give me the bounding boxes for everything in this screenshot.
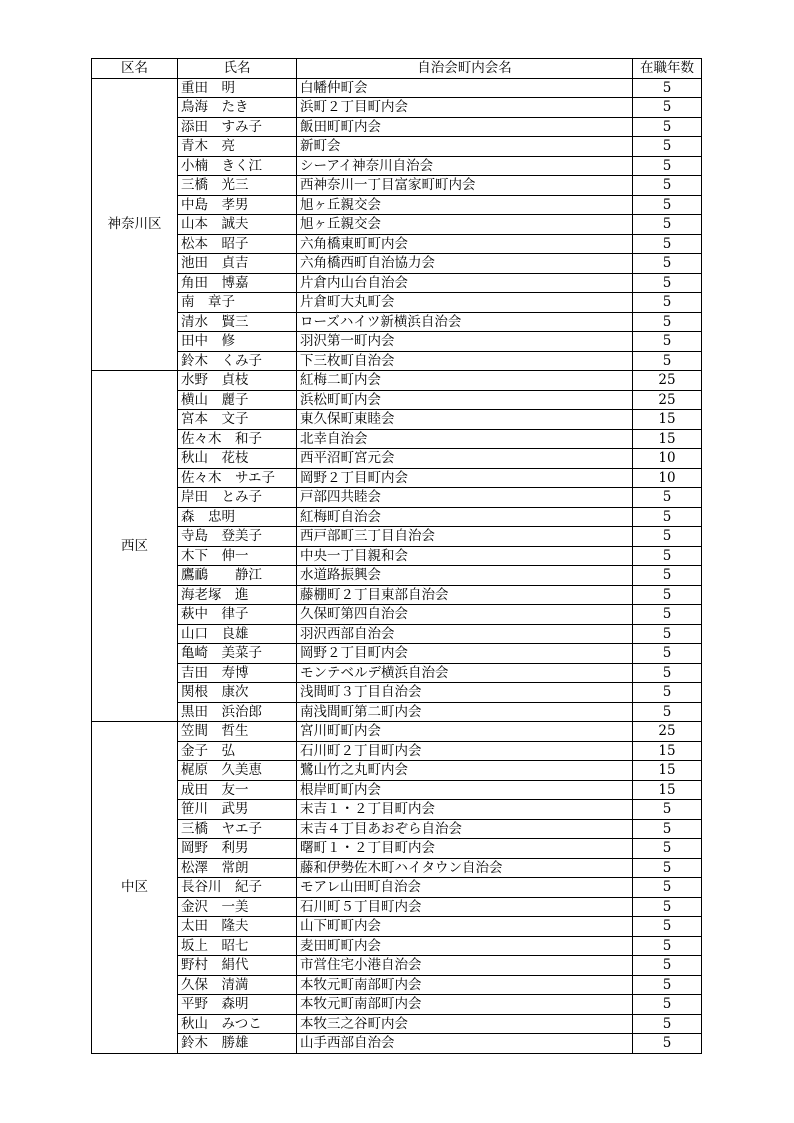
- years-cell: 5: [633, 156, 702, 176]
- table-row: [92, 722, 702, 742]
- name-cell: 笠間 哲生: [178, 722, 297, 742]
- years-cell: 5: [633, 507, 702, 527]
- name-cell: 長谷川 紀子: [178, 878, 297, 898]
- association-cell: 本牧三之谷町内会: [297, 1014, 633, 1034]
- years-cell: 5: [633, 273, 702, 293]
- name-cell: 金子 弘: [178, 741, 297, 761]
- name-cell: 海老塚 進: [178, 585, 297, 605]
- header-row: [92, 59, 702, 79]
- table-row: [92, 215, 702, 235]
- name-cell: 坂上 昭七: [178, 936, 297, 956]
- years-cell: 15: [633, 429, 702, 449]
- table-row: [92, 488, 702, 508]
- name-cell: 佐々木 和子: [178, 429, 297, 449]
- name-cell: 秋山 花枝: [178, 449, 297, 469]
- association-cell: 市営住宅小港自治会: [297, 956, 633, 976]
- name-cell: 鷹鴯 静江: [178, 566, 297, 586]
- name-cell: 田中 修: [178, 332, 297, 352]
- name-cell: 萩中 律子: [178, 605, 297, 625]
- table-row: [92, 546, 702, 566]
- table-row: [92, 429, 702, 449]
- association-cell: モンテベルデ横浜自治会: [297, 663, 633, 683]
- association-cell: 紅梅二町内会: [297, 371, 633, 391]
- name-cell: 岸田 とみ子: [178, 488, 297, 508]
- years-cell: 5: [633, 683, 702, 703]
- table-row: [92, 761, 702, 781]
- table-row: [92, 78, 702, 98]
- association-cell: 新町会: [297, 137, 633, 157]
- years-cell: 5: [633, 624, 702, 644]
- table-row: [92, 605, 702, 625]
- years-cell: 25: [633, 390, 702, 410]
- table-row: [92, 897, 702, 917]
- years-cell: 5: [633, 644, 702, 664]
- table-row: [92, 117, 702, 137]
- table-row: [92, 527, 702, 547]
- table-row: [92, 663, 702, 683]
- association-cell: 旭ヶ丘親交会: [297, 215, 633, 235]
- years-cell: 5: [633, 878, 702, 898]
- name-cell: 吉田 寿博: [178, 663, 297, 683]
- association-cell: 飯田町町内会: [297, 117, 633, 137]
- name-cell: 寺島 登美子: [178, 527, 297, 547]
- commendation-table: [91, 58, 702, 1054]
- years-cell: 5: [633, 585, 702, 605]
- table-row: [92, 819, 702, 839]
- association-cell: 本牧元町南部町内会: [297, 975, 633, 995]
- ward-cell: 中区: [92, 722, 178, 1054]
- years-cell: 5: [633, 117, 702, 137]
- association-cell: 末吉１・２丁目町内会: [297, 800, 633, 820]
- name-cell: 松澤 常朗: [178, 858, 297, 878]
- header-ward: 区名: [92, 59, 178, 79]
- table-row: [92, 234, 702, 254]
- name-cell: 中島 孝男: [178, 195, 297, 215]
- years-cell: 5: [633, 78, 702, 98]
- name-cell: 三橋 ヤエ子: [178, 819, 297, 839]
- table-row: [92, 312, 702, 332]
- name-cell: 山本 誠夫: [178, 215, 297, 235]
- association-cell: 末吉４丁目あおぞら自治会: [297, 819, 633, 839]
- years-cell: 5: [633, 819, 702, 839]
- years-cell: 5: [633, 293, 702, 313]
- association-cell: 羽沢西部自治会: [297, 624, 633, 644]
- name-cell: 関根 康次: [178, 683, 297, 703]
- header-years: 在職年数: [633, 59, 702, 79]
- name-cell: 鳥海 たき: [178, 98, 297, 118]
- years-cell: 15: [633, 410, 702, 430]
- association-cell: 西平沼町宮元会: [297, 449, 633, 469]
- name-cell: 重田 明: [178, 78, 297, 98]
- table-row: [92, 293, 702, 313]
- association-cell: 岡野２丁目町内会: [297, 468, 633, 488]
- association-cell: 戸部四共睦会: [297, 488, 633, 508]
- years-cell: 5: [633, 663, 702, 683]
- table-row: [92, 1034, 702, 1054]
- association-cell: 石川町５丁目町内会: [297, 897, 633, 917]
- table-row: [92, 98, 702, 118]
- name-cell: 岡野 利男: [178, 839, 297, 859]
- years-cell: 5: [633, 917, 702, 937]
- name-cell: 笹川 武男: [178, 800, 297, 820]
- table-row: [92, 176, 702, 196]
- years-cell: 5: [633, 351, 702, 371]
- name-cell: 黒田 浜治郎: [178, 702, 297, 722]
- table-row: [92, 644, 702, 664]
- years-cell: 5: [633, 975, 702, 995]
- table-row: [92, 702, 702, 722]
- table-row: [92, 878, 702, 898]
- name-cell: 木下 伸一: [178, 546, 297, 566]
- years-cell: 5: [633, 1014, 702, 1034]
- table-row: [92, 195, 702, 215]
- name-cell: 金沢 一美: [178, 897, 297, 917]
- association-cell: 紅梅町自治会: [297, 507, 633, 527]
- association-cell: 藤和伊勢佐木町ハイタウン自治会: [297, 858, 633, 878]
- table-row: [92, 800, 702, 820]
- name-cell: 三橋 光三: [178, 176, 297, 196]
- table-row: [92, 566, 702, 586]
- association-cell: 片倉町大丸町会: [297, 293, 633, 313]
- years-cell: 10: [633, 468, 702, 488]
- years-cell: 5: [633, 527, 702, 547]
- years-cell: 5: [633, 546, 702, 566]
- association-cell: 下三枚町自治会: [297, 351, 633, 371]
- years-cell: 15: [633, 761, 702, 781]
- table-row: [92, 410, 702, 430]
- name-cell: 鈴木 くみ子: [178, 351, 297, 371]
- association-cell: 白幡仲町会: [297, 78, 633, 98]
- name-cell: 平野 森明: [178, 995, 297, 1015]
- association-cell: 六角橋東町町内会: [297, 234, 633, 254]
- name-cell: 青木 亮: [178, 137, 297, 157]
- name-cell: 成田 友一: [178, 780, 297, 800]
- years-cell: 5: [633, 566, 702, 586]
- name-cell: 太田 隆夫: [178, 917, 297, 937]
- association-cell: 藤棚町２丁目東部自治会: [297, 585, 633, 605]
- years-cell: 5: [633, 195, 702, 215]
- association-cell: 羽沢第一町内会: [297, 332, 633, 352]
- years-cell: 5: [633, 936, 702, 956]
- table-row: [92, 975, 702, 995]
- association-cell: 南浅間町第二町内会: [297, 702, 633, 722]
- years-cell: 5: [633, 605, 702, 625]
- association-cell: 西神奈川一丁目富家町町内会: [297, 176, 633, 196]
- association-cell: 六角橋西町自治協力会: [297, 254, 633, 274]
- association-cell: 山下町町内会: [297, 917, 633, 937]
- table-row: [92, 839, 702, 859]
- table-row: [92, 390, 702, 410]
- table-row: [92, 507, 702, 527]
- association-cell: 浜町２丁目町内会: [297, 98, 633, 118]
- years-cell: 5: [633, 176, 702, 196]
- name-cell: 清水 賢三: [178, 312, 297, 332]
- association-cell: 鷺山竹之丸町内会: [297, 761, 633, 781]
- table-row: [92, 254, 702, 274]
- association-cell: 麦田町町内会: [297, 936, 633, 956]
- table-row: [92, 156, 702, 176]
- table-row: [92, 468, 702, 488]
- name-cell: 亀崎 美菜子: [178, 644, 297, 664]
- table-row: [92, 449, 702, 469]
- table-row: [92, 858, 702, 878]
- table-row: [92, 624, 702, 644]
- table-row: [92, 995, 702, 1015]
- years-cell: 5: [633, 332, 702, 352]
- association-cell: 西戸部町三丁目自治会: [297, 527, 633, 547]
- table-row: [92, 371, 702, 391]
- table-body: [92, 78, 702, 1053]
- table-row: [92, 1014, 702, 1034]
- table-row: [92, 780, 702, 800]
- header-association: 自治会町内会名: [297, 59, 633, 79]
- table-row: [92, 273, 702, 293]
- years-cell: 15: [633, 780, 702, 800]
- name-cell: 添田 すみ子: [178, 117, 297, 137]
- association-cell: 片倉内山台自治会: [297, 273, 633, 293]
- association-cell: 根岸町町内会: [297, 780, 633, 800]
- association-cell: 宮川町町内会: [297, 722, 633, 742]
- years-cell: 25: [633, 722, 702, 742]
- name-cell: 鈴木 勝雄: [178, 1034, 297, 1054]
- name-cell: 梶原 久美恵: [178, 761, 297, 781]
- association-cell: 久保町第四自治会: [297, 605, 633, 625]
- name-cell: 久保 清満: [178, 975, 297, 995]
- association-cell: 北幸自治会: [297, 429, 633, 449]
- association-cell: 中央一丁目親和会: [297, 546, 633, 566]
- association-cell: 浅間町３丁目自治会: [297, 683, 633, 703]
- association-cell: ローズハイツ新横浜自治会: [297, 312, 633, 332]
- name-cell: 野村 絹代: [178, 956, 297, 976]
- name-cell: 森 忠明: [178, 507, 297, 527]
- association-cell: 岡野２丁目町内会: [297, 644, 633, 664]
- ward-cell: 西区: [92, 371, 178, 722]
- name-cell: 水野 貞枝: [178, 371, 297, 391]
- association-cell: 旭ヶ丘親交会: [297, 195, 633, 215]
- table-row: [92, 956, 702, 976]
- years-cell: 5: [633, 858, 702, 878]
- years-cell: 5: [633, 1034, 702, 1054]
- association-cell: 水道路振興会: [297, 566, 633, 586]
- association-cell: 東久保町東睦会: [297, 410, 633, 430]
- years-cell: 25: [633, 371, 702, 391]
- years-cell: 15: [633, 741, 702, 761]
- name-cell: 横山 麗子: [178, 390, 297, 410]
- association-cell: 山手西部自治会: [297, 1034, 633, 1054]
- name-cell: 小楠 きく江: [178, 156, 297, 176]
- name-cell: 佐々木 サエ子: [178, 468, 297, 488]
- years-cell: 5: [633, 215, 702, 235]
- years-cell: 5: [633, 488, 702, 508]
- table-row: [92, 936, 702, 956]
- ward-cell: 神奈川区: [92, 78, 178, 371]
- table-row: [92, 137, 702, 157]
- years-cell: 5: [633, 702, 702, 722]
- table-row: [92, 585, 702, 605]
- name-cell: 山口 良雄: [178, 624, 297, 644]
- table-row: [92, 683, 702, 703]
- years-cell: 5: [633, 956, 702, 976]
- name-cell: 松本 昭子: [178, 234, 297, 254]
- association-cell: 石川町２丁目町内会: [297, 741, 633, 761]
- name-cell: 池田 貞吉: [178, 254, 297, 274]
- name-cell: 南 章子: [178, 293, 297, 313]
- years-cell: 5: [633, 137, 702, 157]
- name-cell: 宮本 文子: [178, 410, 297, 430]
- years-cell: 5: [633, 995, 702, 1015]
- years-cell: 5: [633, 254, 702, 274]
- table-row: [92, 741, 702, 761]
- years-cell: 5: [633, 98, 702, 118]
- name-cell: 秋山 みつこ: [178, 1014, 297, 1034]
- years-cell: 10: [633, 449, 702, 469]
- table-row: [92, 332, 702, 352]
- header-name: 氏名: [178, 59, 297, 79]
- association-cell: 浜松町町内会: [297, 390, 633, 410]
- table-row: [92, 351, 702, 371]
- association-cell: シーアイ神奈川自治会: [297, 156, 633, 176]
- years-cell: 5: [633, 234, 702, 254]
- years-cell: 5: [633, 839, 702, 859]
- association-cell: 曙町１・２丁目町内会: [297, 839, 633, 859]
- years-cell: 5: [633, 897, 702, 917]
- years-cell: 5: [633, 312, 702, 332]
- years-cell: 5: [633, 800, 702, 820]
- name-cell: 角田 博嘉: [178, 273, 297, 293]
- association-cell: 本牧元町南部町内会: [297, 995, 633, 1015]
- association-cell: モアレ山田町自治会: [297, 878, 633, 898]
- table-row: [92, 917, 702, 937]
